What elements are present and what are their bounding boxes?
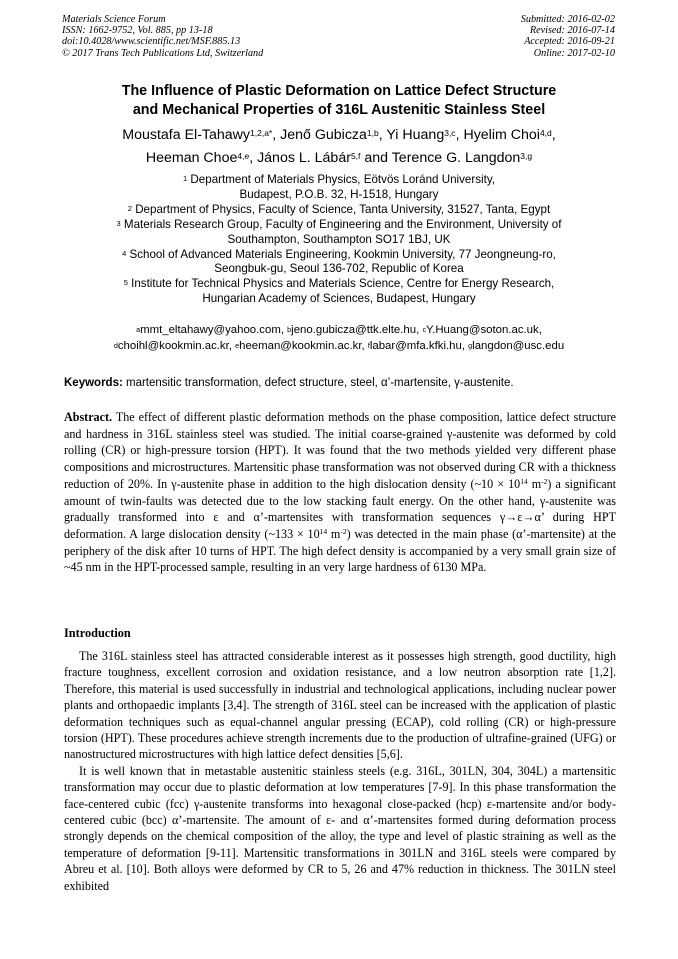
journal-info	[62, 14, 263, 59]
affiliation	[30, 203, 648, 218]
affiliation-line	[30, 248, 648, 263]
affiliation-line	[30, 203, 648, 218]
abstract-exponent: -2	[541, 476, 548, 486]
author-affil-mark: 5,f	[350, 151, 361, 161]
article-dates	[521, 14, 615, 59]
email-mark: a	[136, 325, 141, 334]
author-sep: and	[360, 150, 392, 166]
author-name: Jenő Gubicza	[280, 127, 367, 143]
journal-header	[62, 14, 615, 59]
author-name: Yi Huang	[386, 127, 445, 143]
author-list	[40, 124, 638, 170]
author-name: Moustafa El-Tahawy	[122, 127, 251, 143]
author-name: János L. Lábár	[257, 150, 351, 166]
affiliation-line: Budapest, P.O.B. 32, H-1518, Hungary	[239, 187, 439, 201]
journal-issn: ISSN: 1662-9752, Vol. 885, pp 13-18	[62, 25, 213, 37]
affiliation	[30, 248, 648, 278]
affiliation	[30, 218, 648, 248]
introduction-body	[64, 648, 616, 894]
author-line	[40, 124, 638, 147]
date-submitted: Submitted: 2016-02-02	[520, 14, 615, 25]
author-sep: ,	[378, 127, 387, 143]
title-line: and Mechanical Properties of 316L Austenitic Stainless Steel	[132, 102, 546, 118]
email-address[interactable]: langdon@usc.edu	[472, 339, 565, 352]
affiliation-text: Institute for Technical Physics and Materials Science, Centre for Energy Research,	[131, 277, 555, 291]
author-affil-mark: 1,b	[366, 128, 379, 138]
affiliation	[30, 173, 648, 203]
affiliation-line: Southampton, Southampton SO17 1BJ, UK	[227, 232, 451, 246]
email-address[interactable]: labar@mfa.kfki.hu	[369, 339, 462, 352]
author-affil-mark: 3,g	[520, 151, 533, 161]
email-sep: ,	[280, 324, 288, 336]
date-online: Online: 2017-02-10	[533, 47, 615, 59]
affiliation-text: School of Advanced Materials Engineering, Kookmin University, 77 Jeongneung-ro,	[129, 247, 556, 261]
paragraph: The 316L stainless steel has attracted considerable interest as it possesses high strength, good ductility, high fracture toughness, excellent corrosion and oxidation resistance, and a low neutron absorption rate [1,2]. Therefore, this material is used successfully in industrial and technological applications, including nuclear power plants and orthopaedic implants [3,4]. The strength of 316L steel can be increased with the application of plastic deformation techniques such as equal-channel angular pressing (ECAP), cold rolling (CR) or high-pressure torsion (HPT). These procedures achieve strength increments due to the production of ultrafine-grained (UFG) or nanostructured microstructures with high lattice defect densities [5,6].	[64, 649, 616, 762]
affiliation-number: 4	[122, 248, 127, 258]
abstract-text: The effect of different plastic deformation methods on the phase composition, lattice defect structure and hardness in 316L stainless steel was studied. The initial coarse-grained γ-austenite was deformed by cold rolling (CR) or high-pressure torsion (HPT). It was found that the two methods yielded very different phase compositions and microstructures. Martensitic phase transformation was not observed during CR with a thickness reduction of 20%. In γ-austenite phase in addition to the high dislocation density (~10 × 10	[64, 410, 616, 491]
affiliation	[30, 277, 648, 307]
journal-copyright: © 2017 Trans Tech Publications Ltd, Switzerland	[62, 47, 264, 59]
keywords-text: martensitic transformation, defect structure, steel, α’-martensite, γ-austenite.	[126, 377, 514, 389]
email-mark: g	[468, 340, 473, 350]
email-mark: c	[422, 325, 427, 334]
affiliation-line	[30, 173, 648, 188]
author-affil-mark: 4,d	[539, 128, 552, 138]
affiliation-line: Hungarian Academy of Sciences, Budapest, Hungary	[202, 292, 476, 306]
author-affil-mark: 1,2,a*	[250, 128, 273, 138]
affiliation-text: Department of Physics, Faculty of Science, Tanta University, 31527, Tanta, Egypt	[135, 202, 551, 216]
affiliation-text: Department of Materials Physics, Eötvös Loránd University,	[190, 173, 495, 186]
abstract	[64, 409, 616, 576]
author-sep: ,	[272, 127, 281, 143]
author-name: Terence G. Langdon	[391, 150, 521, 166]
abstract-text: ) a significant amount of twin-faults was detected due to the low stacking fault energy. On the other hand, γ-austenite was gradually transformed into ε and α’-martensites with transformation sequences γ→ε→α’ during HPT deformation. A large dislocation density (~133 × 10	[64, 476, 616, 541]
abstract-text: ) was detected in the main phase (α’-martensite) at the periphery of the disk after 10 turns of HPT. The high defect density is accompanied by a very small grain size of ~45 nm in the HPT-processed sample, resulting in an very large hardness of 6130 MPa.	[64, 526, 616, 575]
paper-title	[40, 82, 638, 120]
affiliation-line	[30, 218, 648, 233]
affiliation-list	[30, 173, 648, 307]
email-address[interactable]: Y.Huang@soton.ac.uk	[426, 324, 539, 336]
paragraph: It is well known that in metastable austenitic stainless steels (e.g. 316L, 301LN, 304, 304L) a martensitic transformation may occur due to plastic deformation at low temperatures [7-9]. In this phase transformation the face-centered cubic (fcc) γ-austenite transforms into hexagonal close-packed (hcp) ε-martensite and/or body-centered cubic (bcc) α’-martensite. The amount of ε- and α’-martensites formed during deformation process strongly depends on the chemical composition of the alloy, the type and level of plastic straining as well as the temperature of deformation [9-11]. Martensitic transformations in 301LN and 316L steels were compared by Abreu et al. [10]. Both alloys were deformed by CR to 5, 26 and 47% reduction in thickness. The 301LN steel exhibited	[64, 763, 616, 893]
date-accepted: Accepted: 2016-09-21	[524, 36, 615, 48]
affiliation-number: 2	[127, 203, 132, 213]
affiliation-number: 1	[183, 174, 188, 183]
email-line	[30, 339, 648, 355]
abstract-exponent: 14	[520, 476, 528, 486]
email-mark: f	[367, 340, 370, 350]
email-mark: b	[287, 325, 292, 334]
email-address[interactable]: choihl@kookmin.ac.kr	[117, 339, 229, 352]
abstract-exponent: 14	[319, 526, 328, 536]
title-line: The Influence of Plastic Deformation on Lattice Defect Structure	[121, 83, 557, 99]
email-line	[30, 323, 648, 339]
author-sep: ,	[551, 127, 556, 143]
abstract-text: m	[327, 526, 341, 541]
email-sep: ,	[538, 324, 542, 336]
email-address[interactable]: mmt_eltahawy@yahoo.com	[140, 324, 281, 336]
keywords	[64, 376, 616, 390]
journal-doi: doi:10.4028/www.scientific.net/MSF.885.13	[62, 36, 241, 48]
affiliation-number: 5	[123, 278, 128, 288]
affiliation-line: Seongbuk-gu, Seoul 136-702, Republic of Korea	[214, 262, 464, 276]
email-sep: ,	[228, 339, 236, 352]
abstract-exponent: -2	[340, 526, 347, 536]
author-name: Heeman Choe	[145, 150, 238, 166]
abstract-text: m	[527, 476, 542, 491]
author-sep: ,	[249, 150, 258, 166]
email-sep: ,	[361, 339, 368, 352]
keywords-label: Keywords:	[64, 377, 123, 389]
affiliation-text: Materials Research Group, Faculty of Engineering and the Environment, University of	[123, 217, 562, 231]
abstract-label: Abstract.	[64, 410, 113, 424]
author-sep: ,	[455, 127, 464, 143]
date-revised: Revised: 2016-07-14	[529, 25, 615, 37]
email-sep: ,	[461, 339, 469, 352]
journal-name: Materials Science Forum	[62, 14, 166, 25]
author-name: Hyelim Choi	[463, 127, 540, 143]
affiliation-line	[30, 277, 648, 292]
section-heading-introduction: Introduction	[64, 626, 131, 640]
affiliation-number: 3	[116, 218, 121, 228]
email-sep: ,	[416, 324, 423, 336]
email-list	[30, 323, 648, 354]
email-address[interactable]: heeman@kookmin.ac.kr	[239, 339, 362, 352]
email-address[interactable]: jeno.gubicza@ttk.elte.hu	[291, 324, 417, 336]
email-mark: e	[235, 340, 240, 350]
author-line	[40, 147, 638, 170]
author-affil-mark: 3,c	[444, 128, 456, 138]
email-mark: d	[113, 340, 118, 350]
author-affil-mark: 4,e	[237, 151, 250, 161]
